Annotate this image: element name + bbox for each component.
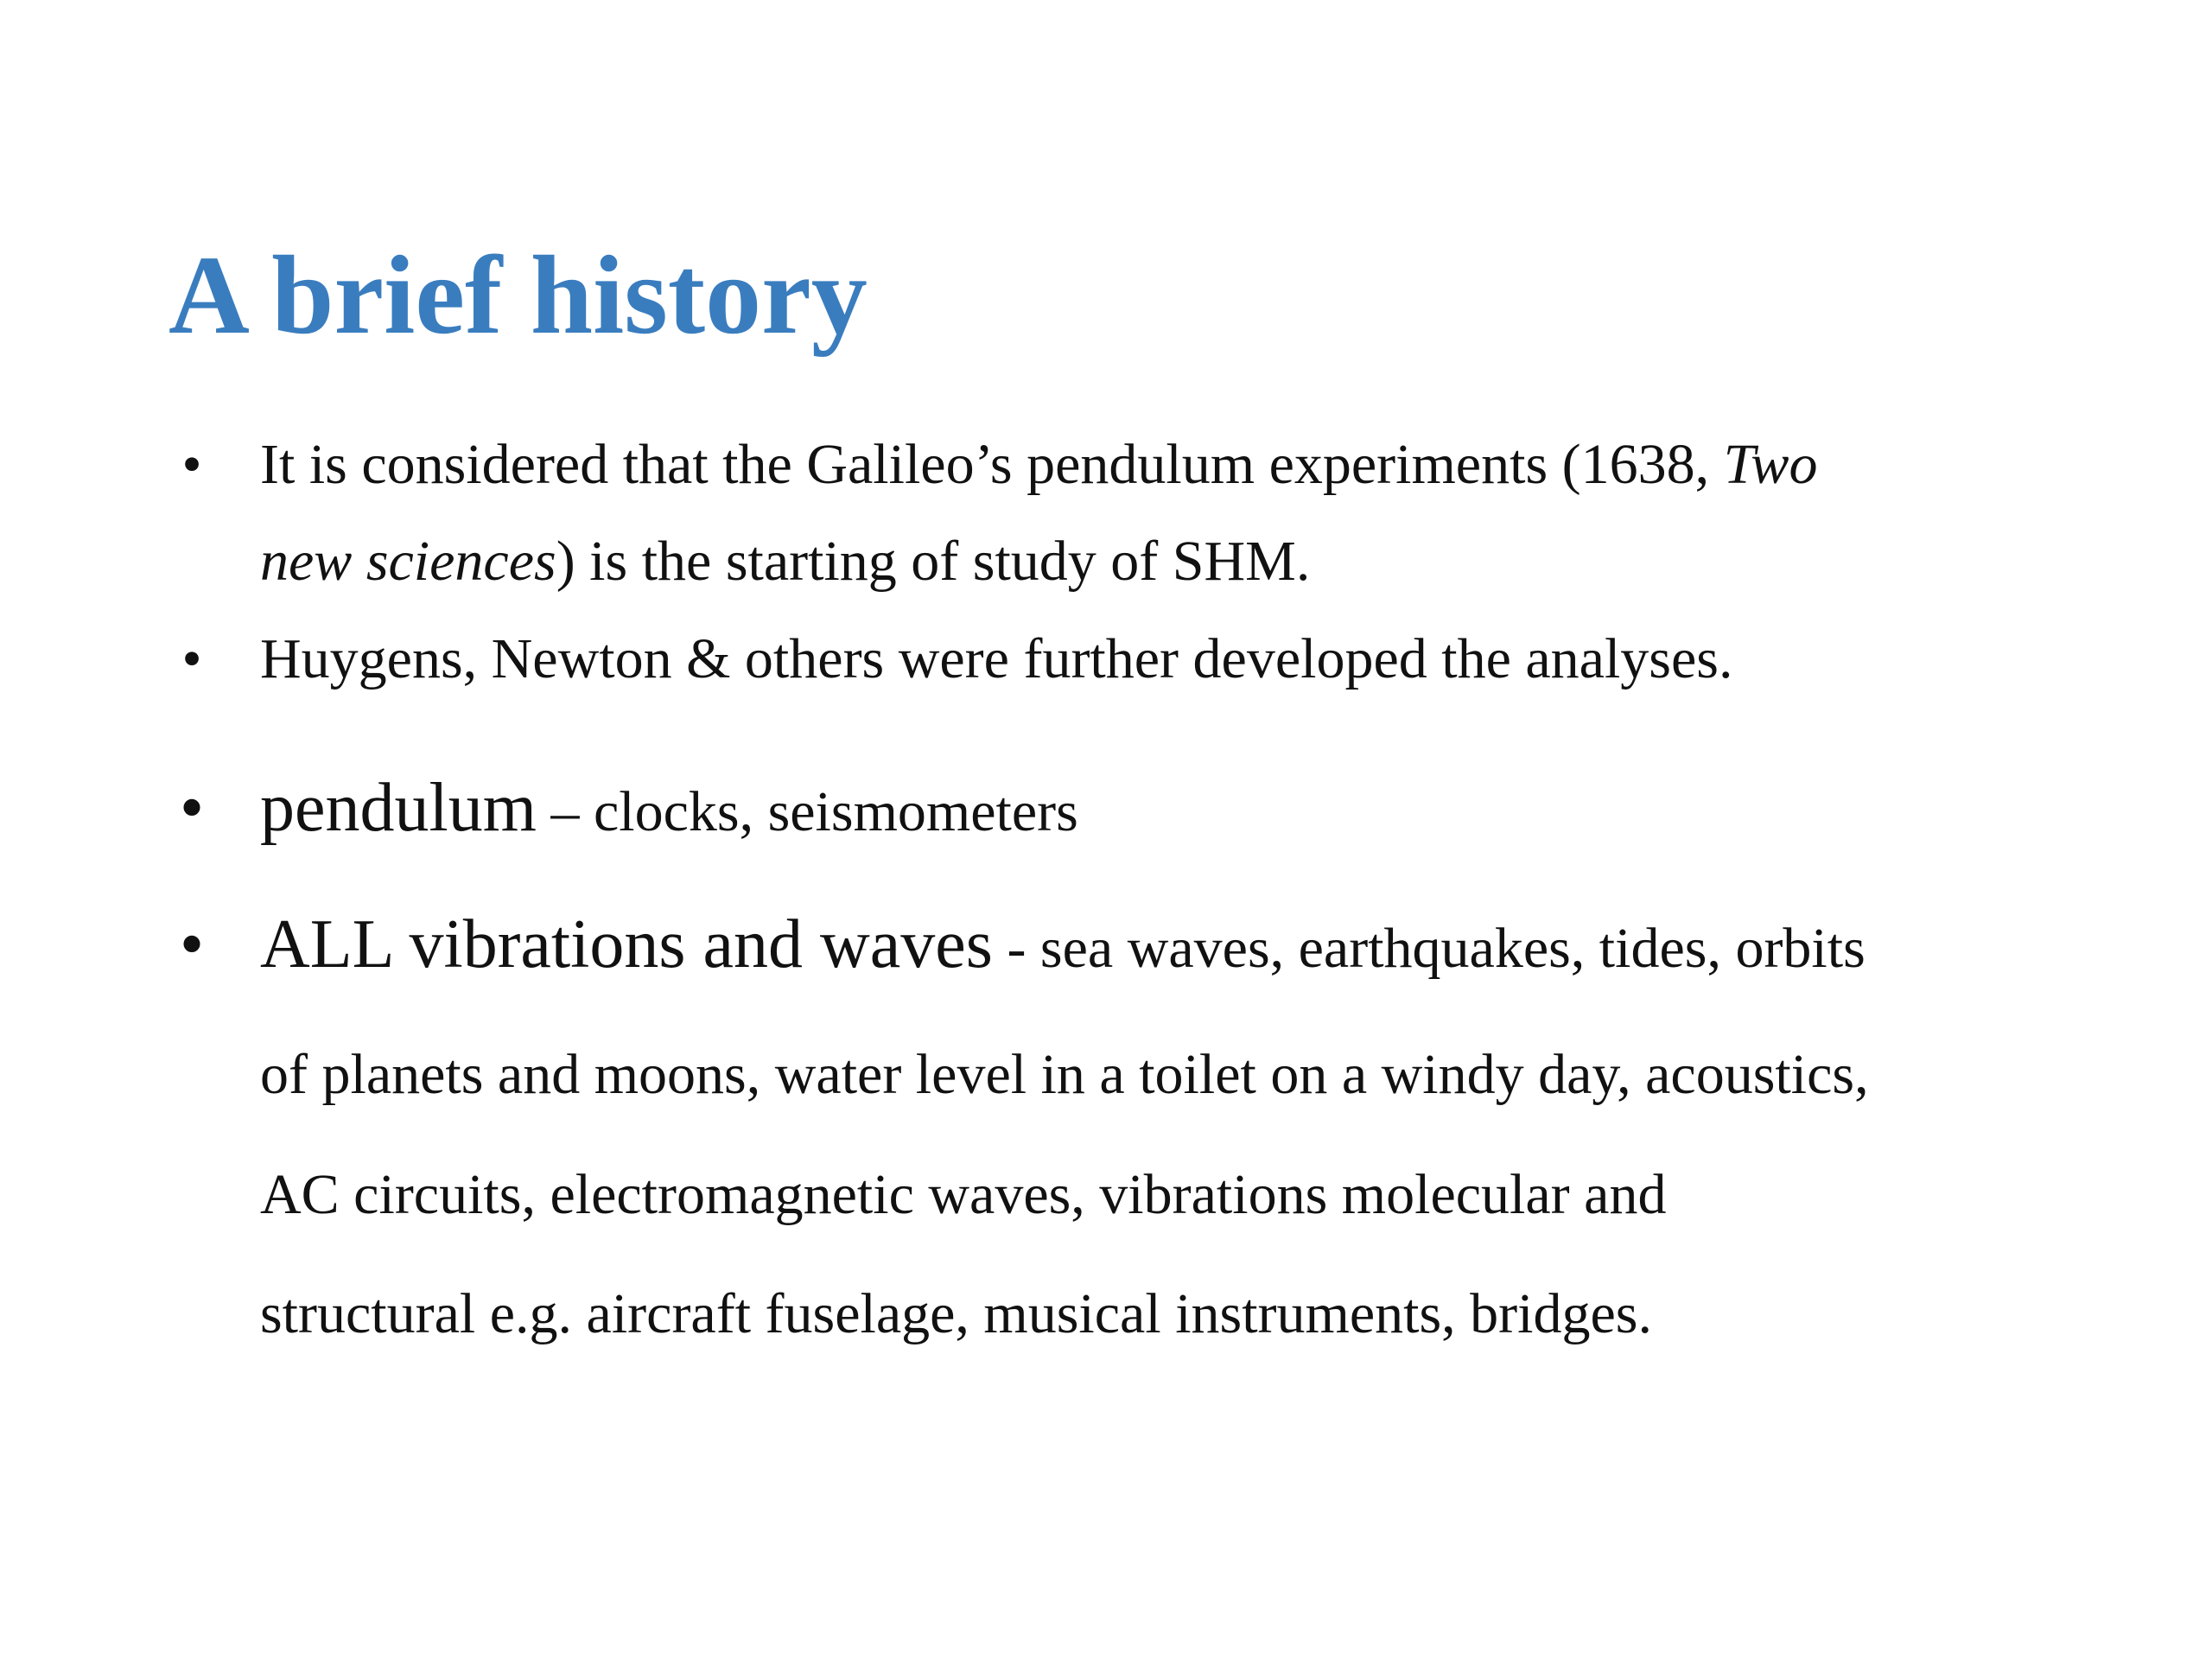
bullet-1-italic-start: Two: [1723, 433, 1818, 496]
slide-title: A brief history: [168, 233, 868, 358]
bullet-1-line-2: [260, 529, 1310, 594]
bullet-4-line-4: structural e.g. aircraft fuselage, musical instruments, bridges.: [260, 1282, 1652, 1345]
bullet-2-text: Huygens, Newton & others were further developed the analyses.: [260, 627, 1733, 690]
bullet-4-line-1: [260, 906, 1866, 984]
bullet-4-line-3: AC circuits, electromagnetic waves, vibrations molecular and: [260, 1163, 1667, 1226]
bullet-1-italic-end: new sciences: [260, 530, 556, 593]
bullet-4-lead: ALL vibrations and waves: [260, 906, 993, 982]
bullet-marker-1: •: [181, 433, 202, 496]
bullet-1-line-1: [260, 432, 1817, 498]
bullet-marker-4: •: [179, 906, 204, 982]
bullet-3-rest: – clocks, seismometers: [536, 780, 1078, 843]
bullet-1-text: It is considered that the Galileo’s pendulum experiments (1638,: [260, 433, 1724, 496]
bullet-4-line-2: of planets and moons, water level in a toilet on a windy day, acoustics,: [260, 1043, 1869, 1106]
bullet-3-line: [260, 769, 1078, 848]
bullet-marker-3: •: [179, 770, 204, 846]
bullet-4-rest: - sea waves, earthquakes, tides, orbits: [992, 917, 1866, 980]
bullet-marker-2: •: [181, 627, 202, 690]
bullet-1-text-end: ) is the starting of study of SHM.: [556, 530, 1311, 593]
bullet-3-lead: pendulum: [260, 770, 537, 846]
